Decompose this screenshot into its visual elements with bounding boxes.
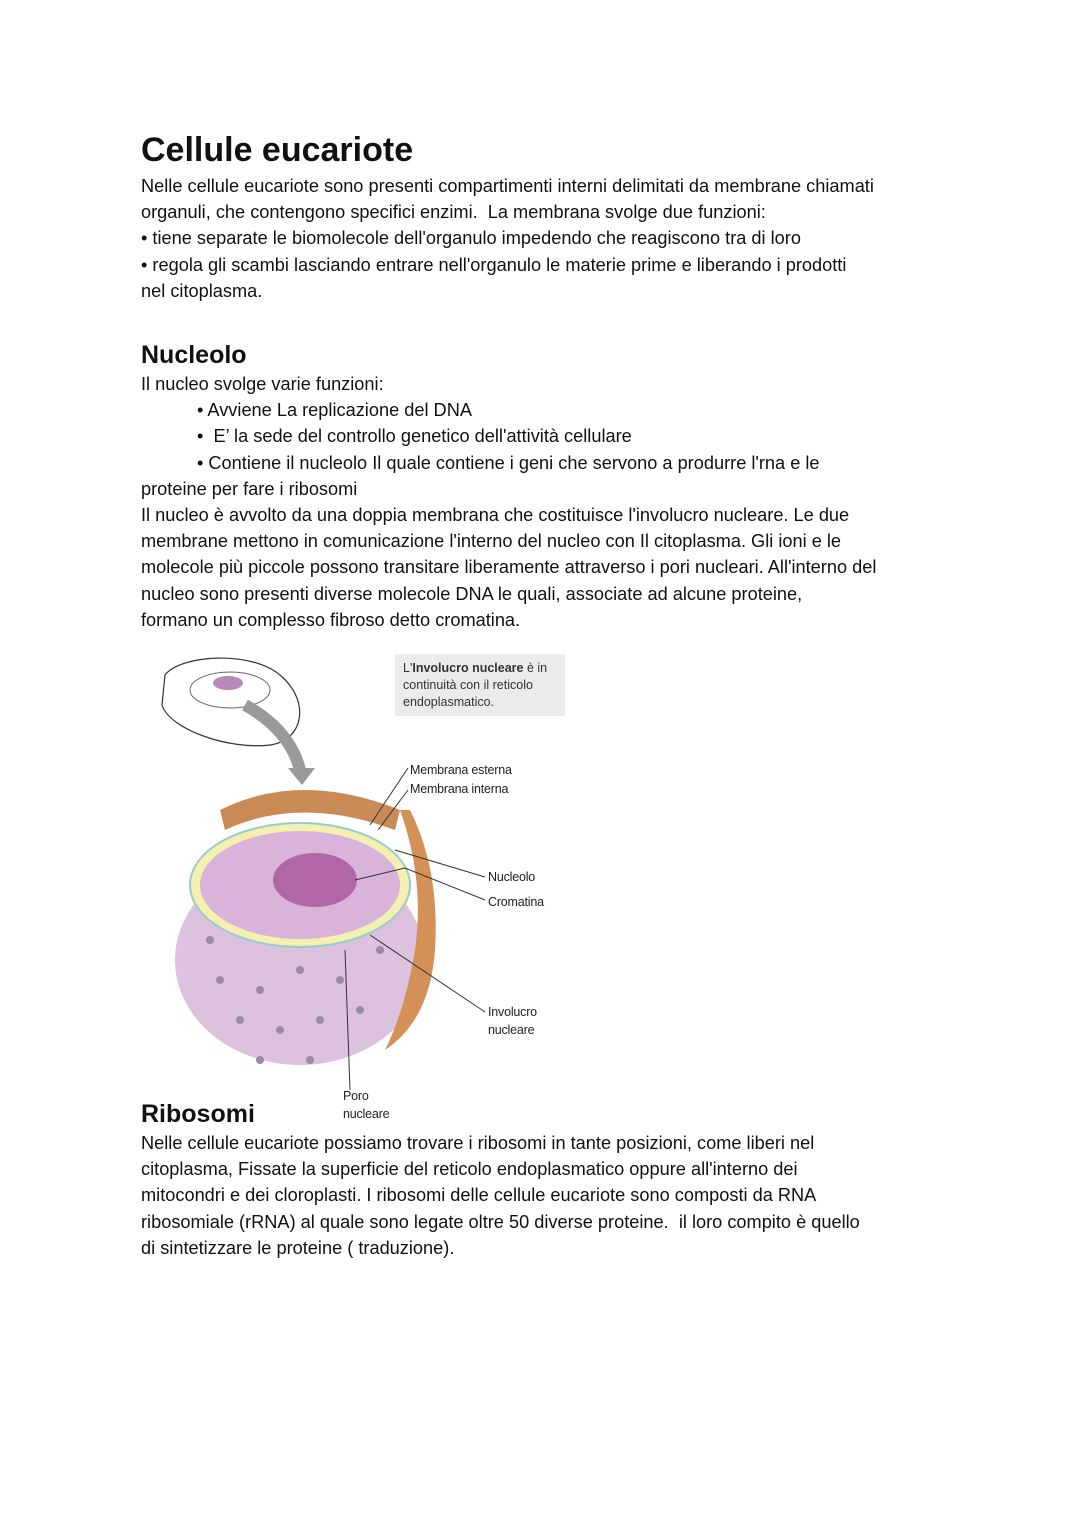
text-line: Nelle cellule eucariote sono presenti compartimenti interni delimitati da membrane chiamati bbox=[141, 176, 874, 196]
text-line: formano un complesso fibroso detto cromatina. bbox=[141, 609, 521, 630]
label-line: nucleare bbox=[343, 1107, 390, 1121]
text-line: di sintetizzare le proteine ( traduzione). bbox=[141, 1237, 455, 1258]
page-title: Cellule eucariote bbox=[141, 131, 414, 169]
text-line: Il nucleo è avvolto da una doppia membrana che costituisce l'involucro nucleare. Le due bbox=[141, 504, 850, 525]
text-line: Il nucleo svolge varie funzioni: bbox=[141, 374, 384, 394]
cell-sketch-nucleus bbox=[213, 676, 243, 690]
caption-text: è in continuità con il reticolo endoplasmatico. bbox=[403, 661, 548, 709]
caption-text: L' bbox=[403, 661, 413, 675]
nucleus-diagram bbox=[150, 650, 570, 1130]
label-membrana-interna: Membrana interna bbox=[410, 782, 509, 796]
label-cromatina: Cromatina bbox=[488, 895, 544, 909]
text-line: Nelle cellule eucariote possiamo trovare i ribosomi in tante posizioni, come liberi nel bbox=[141, 1133, 815, 1153]
caption-box bbox=[395, 654, 565, 716]
label-line: Involucro bbox=[488, 1005, 537, 1019]
section-heading-ribosomi: Ribosomi bbox=[141, 1100, 255, 1128]
ribosomi-paragraph bbox=[141, 1130, 860, 1261]
text-line: mitocondri e dei cloroplasti. I ribosomi delle cellule eucariote sono composti da RNA bbox=[141, 1185, 817, 1206]
intro-paragraph bbox=[141, 173, 874, 304]
text-line: proteine per fare i ribosomi bbox=[141, 478, 358, 499]
text-line: nel citoplasma. bbox=[141, 280, 263, 301]
text-line: nucleo sono presenti diverse molecole DNA le quali, associate ad alcune proteine, bbox=[141, 583, 803, 604]
nucleolus bbox=[273, 853, 357, 907]
text-line: membrane mettono in comunicazione l'interno del nucleo con Il citoplasma. Gli ioni e le bbox=[141, 531, 842, 552]
text-line: organuli, che contengono specifici enzimi. La membrana svolge due funzioni: bbox=[141, 202, 766, 223]
label-involucro bbox=[488, 1003, 537, 1039]
bullet-item: • E’ la sede del controllo genetico dell'attività cellulare bbox=[197, 426, 632, 447]
label-poro bbox=[343, 1087, 389, 1123]
nucleolo-paragraph bbox=[141, 371, 876, 633]
label-membrana-esterna: Membrana esterna bbox=[410, 763, 512, 777]
nucleus-illustration bbox=[150, 650, 570, 1130]
text-line: • regola gli scambi lasciando entrare nell'organulo le materie prime e liberando i prodotti bbox=[141, 254, 847, 275]
text-line: citoplasma, Fissate la superficie del reticolo endoplasmatico oppure all'interno dei bbox=[141, 1159, 798, 1180]
label-nucleolo: Nucleolo bbox=[488, 870, 536, 884]
text-line: ribosomiale (rRNA) al quale sono legate oltre 50 diverse proteine. il loro compito è quello bbox=[141, 1211, 860, 1232]
text-line: • tiene separate le biomolecole dell'organulo impedendo che reagiscono tra di loro bbox=[141, 228, 801, 249]
section-heading-nucleolo: Nucleolo bbox=[141, 341, 247, 369]
text-line: molecole più piccole possono transitare liberamente attraverso i pori nucleari. All'interno del bbox=[141, 557, 877, 578]
label-line: Poro bbox=[343, 1089, 369, 1103]
arrow-head-icon bbox=[288, 768, 315, 785]
bullet-item: • Contiene il nucleolo Il quale contiene i geni che servono a produrre l'rna e le bbox=[197, 452, 820, 473]
bullet-item: • Avviene La replicazione del DNA bbox=[197, 400, 472, 421]
caption-bold: Involucro nucleare bbox=[412, 661, 524, 675]
label-line: nucleare bbox=[488, 1023, 535, 1037]
